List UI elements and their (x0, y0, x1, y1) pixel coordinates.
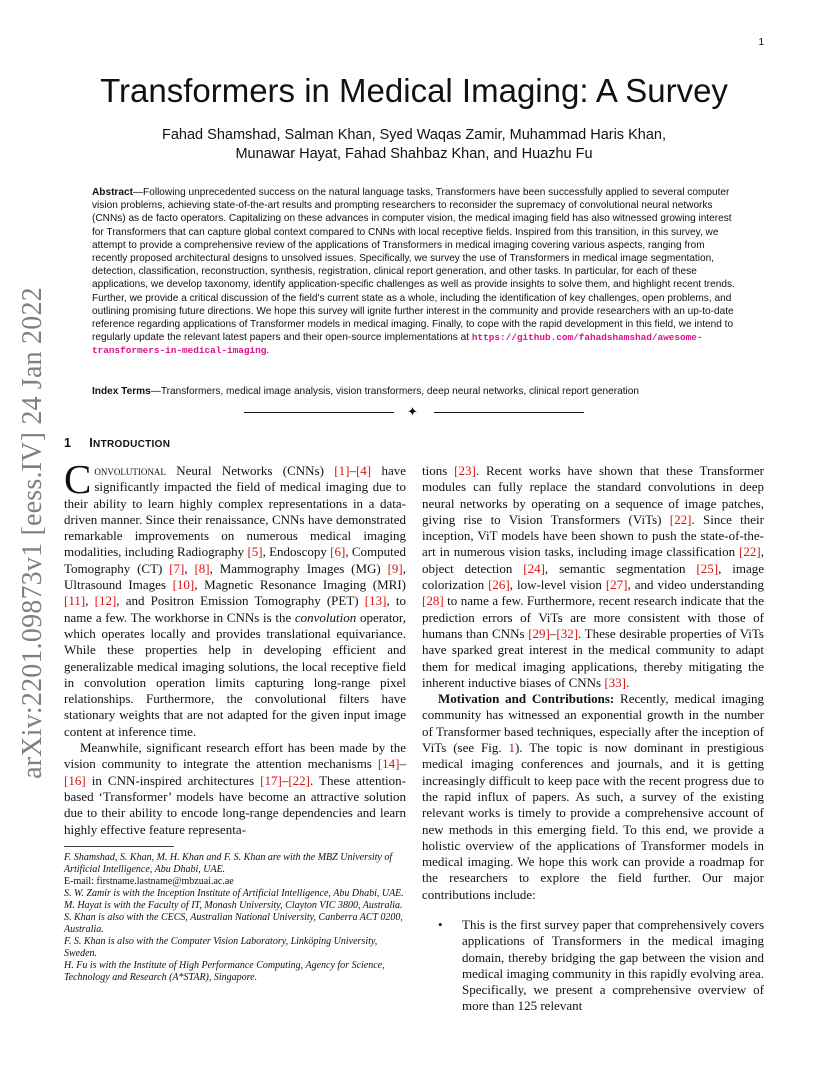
intro-paragraph-1 (64, 456, 407, 740)
citation-link[interactable]: [8] (194, 560, 210, 576)
author-list (100, 126, 728, 164)
paragraph-heading: Motivation and Contributions: (438, 691, 615, 707)
section-heading-introduction (64, 436, 170, 450)
abstract-label: Abstract (92, 187, 133, 198)
text-run: Recently, medical imaging community has witnessed an exponential growth in the number of Transformer based techniques, especially after the inception of ViTs (see Fig. (422, 691, 764, 756)
citation-link[interactable]: [32] (556, 625, 579, 641)
arxiv-identifier (8, 287, 58, 779)
text-run: to name a few. Furthermore, recent research indicate that the prediction errors of ViTs are more consistent with those of humans than CNNs (422, 593, 764, 641)
abstract (92, 186, 738, 358)
citation-link[interactable]: [22] (288, 772, 310, 788)
text-run: , image colorization (422, 560, 764, 593)
text-run: , (184, 560, 195, 576)
text-run: , semantic segmentation (544, 560, 697, 576)
index-terms-text: —Transformers, medical image analysis, vision transformers, deep neural networks, clinical report generation (150, 386, 639, 397)
abstract-text: —Following unprecedented success on the natural language tasks, Transformers have been successfully applied to several computer vision problems, achieving state-of-the-art results and prompting researchers to reconsider the supremacy of convolutional neural networks (CNNs) as de facto operators. Capitalizing on these advances in computer vision, the medical imaging field has also witnessed growing interest for Transformers that can capture global context compared to CNNs with local receptive fields. Inspired from this transition, in this survey, we attempt to provide a comprehensive review of the applications of Transformers in medical imaging covering various aspects, ranging from recently proposed architectural designs to unsolved issues. Specifically, we survey the use of Transformers in medical image segmentation, detection, classification, reconstruction, synthesis, registration, clinical report generation, and other tasks. In particular, for each of these applications, we develop taxonomy, identify application-specific challenges as well as provide insights to solve them, and highlight recent trends. Further, we provide a critical discussion of the field's current state as a whole, including the identification of key challenges, open problems, and outlining promising future directions. We hope this survey will ignite further interest in the community and provide researchers with an up-to-date reference regarding applications of Transformer models in medical imaging. Finally, to cope with the rapid development in this field, we intend to regularly update the relevant latest papers and their open-source implementations at (92, 187, 735, 344)
lead-word: onvolutional (94, 463, 166, 478)
footnote-affiliation: S. Khan is also with the CECS, Australian National University, Canberra ACT 0200, Australia. (64, 912, 403, 935)
paper-title: Transformers in Medical Imaging: A Survey (100, 72, 728, 109)
citation-link[interactable]: [17] (260, 772, 282, 788)
text-run: – (281, 772, 289, 788)
text-run: . These desirable properties of ViTs have sparked great interest in the medical community to adapt them for medical imaging applications, thereby mitigating the inherent inductive biases of CNNs (422, 625, 764, 690)
citation-link[interactable]: [22] (669, 511, 692, 527)
citation-link[interactable]: [12] (94, 593, 117, 609)
citation-link[interactable]: [6] (330, 544, 346, 560)
citation-link[interactable]: [11] (64, 593, 86, 609)
footnote-affiliation: H. Fu is with the Institute of High Performance Computing, Agency for Science, Technology and Research (A*STAR), Singapore. (64, 960, 385, 983)
citation-link[interactable]: [5] (247, 544, 263, 560)
citation-link[interactable]: [23] (454, 463, 476, 478)
separator-line-left (244, 412, 394, 413)
text-run: , low-level vision (509, 577, 606, 593)
text-run: , and video understanding (627, 577, 764, 593)
citation-link[interactable]: [33] (604, 674, 626, 690)
arxiv-identifier-text: arXiv:2201.09873v1 [eess.IV] 24 Jan 2022 (17, 287, 49, 779)
citation-link[interactable]: [26] (488, 577, 510, 593)
footnote-rule (64, 846, 174, 847)
text-run: . These attention-based ‘Transformer’ models have become an attractive solution due to their ability to encode long-range dependencies and learn highly effective feature representa- (64, 772, 406, 837)
diamond-icon: ✦ (407, 404, 418, 419)
page-number: 1 (758, 37, 764, 48)
section-separator (244, 405, 584, 421)
text-run: . Recent works have shown that these Transformer modules can fully replace the standard convolutions in deep neural networks by operating on a sequence of image patches, giving rise to Vision Transformers (ViTs) (422, 463, 764, 527)
text-run: , Ultrasound Images (64, 560, 406, 593)
citation-link[interactable]: [14] (377, 756, 400, 772)
text-run: , Mammography Images (MG) (209, 560, 388, 576)
citation-link[interactable]: [10] (172, 577, 195, 593)
footnote-affiliation: S. W. Zamir is with the Inception Institute of Artificial Intelligence, Abu Dhabi, UAE. (64, 888, 404, 899)
left-column (64, 456, 407, 838)
text-run: , Computed Tomography (CT) (64, 544, 406, 576)
intro-paragraph-2 (64, 740, 406, 838)
citation-link[interactable]: [22] (739, 544, 761, 560)
footnote-affiliation: M. Hayat is with the Faculty of IT, Monash University, Clayton VIC 3800, Australia. (64, 900, 403, 911)
index-terms-label: Index Terms (92, 386, 151, 397)
text-run: – (399, 756, 406, 772)
figure-link[interactable]: 1 (508, 740, 515, 756)
text-run: , Magnetic Resonance Imaging (MRI) (194, 577, 407, 593)
text-run: , object detection (422, 544, 764, 576)
text-run: . (626, 674, 630, 690)
citation-link[interactable]: [13] (364, 593, 387, 609)
intro-paragraph-2-continued (422, 463, 764, 691)
citation-link[interactable]: [28] (422, 593, 444, 609)
text-run: ). The topic is now dominant in prestigious medical imaging conferences and journals, and it is getting increasingly difficult to keep pace with the recent progress due to the rapid influx of papers. As such, a survey of the existing relevant works is timely to provide a comprehensive account of new methods in this emerging field. To this end, we provide a holistic overview of the applications of Transformer models in medical imaging. We hope this work can provide a roadmap for the researchers to explore the field further. Our major contributions include: (422, 740, 764, 902)
citation-link[interactable]: [7] (169, 560, 185, 576)
author-line-1: Fahad Shamshad, Salman Khan, Syed Waqas Zamir, Muhammad Haris Khan, (162, 127, 666, 143)
section-title-initial: I (89, 436, 94, 450)
citation-link[interactable]: [27] (605, 577, 628, 593)
citation-link[interactable]: [1] (334, 463, 350, 478)
text-run: . Since their inception, ViT models have been shown to push the state-of-the-art in numerous vision tasks, including image classification (422, 511, 764, 560)
citation-link[interactable]: [16] (64, 772, 86, 788)
footnote-affiliation: F. Shamshad, S. Khan, M. H. Khan and F. S. Khan are with the MBZ University of Artificial Intelligence, Abu Dhabi, UAE. (64, 852, 393, 875)
text-run: Meanwhile, significant research effort has been made by the vision community to integrate the attention mechanisms (64, 740, 406, 772)
footnotes (64, 852, 408, 984)
citation-link[interactable]: [9] (387, 560, 403, 576)
drop-cap: C (64, 456, 92, 502)
section-number: 1 (64, 436, 72, 450)
section-title-rest: NTRODUCTION (93, 439, 171, 450)
text-run: , to name a few. The workhorse in CNNs is the (64, 593, 406, 625)
emphasis-text: convolution (294, 609, 357, 625)
footnote-email: E-mail: firstname.lastname@mbzuai.ac.ae (64, 876, 234, 887)
citation-link[interactable]: [29] (528, 625, 550, 641)
index-terms (92, 385, 738, 398)
text-run: , (85, 593, 95, 609)
text-run: operator, which operates locally and provides translational equivariance. While these properties help in developing efficient and generalizable medical imaging solutions, the local receptive field in convolution operation limits capturing long-range pixel relationships. Furthermore, the convolutional filters have stationary weights that are not adapted for the given input image content at inference time. (64, 609, 406, 739)
text-run: Neural Networks (CNNs) (165, 463, 335, 478)
text-run: , Endoscopy (262, 544, 331, 560)
text-run: – (549, 625, 557, 641)
citation-link[interactable]: [25] (696, 560, 719, 576)
right-column (422, 463, 764, 903)
separator-line-right (434, 412, 584, 413)
footnote-affiliation: F. S. Khan is also with the Computer Vision Laboratory, Linköping University, Sweden. (64, 936, 378, 959)
citation-link[interactable]: [24] (523, 560, 545, 576)
citation-link[interactable]: [4] (355, 463, 372, 478)
abstract-end: . (266, 345, 270, 357)
contribution-text: This is the first survey paper that comprehensively covers applications of Transformers in the medical imaging domain, thereby bridging the gap between the vision and medical imaging community in this rapidly evolving area. Specifically, we present a comprehensive overview of more than 125 relevant (462, 917, 764, 1014)
text-run: in CNN-inspired architectures (85, 772, 261, 788)
text-run: , and Positron Emission Tomography (PET) (116, 593, 365, 609)
author-line-2: Munawar Hayat, Fahad Shahbaz Khan, and Huazhu Fu (235, 146, 593, 162)
text-run: – (349, 463, 356, 478)
contribution-list-item (422, 917, 764, 1015)
text-run: tions (422, 463, 455, 478)
bullet-icon: • (438, 917, 443, 932)
repository-link[interactable]: https://github.com/fahadshamshad/awesome-transformers-in-medical-imaging (92, 332, 703, 357)
motivation-paragraph (422, 691, 764, 903)
text-run: have significantly impacted the field of medical imaging due to their ability to learn highly complex representations in a data-driven manner. Since their renaissance, CNNs have demonstrated remarkable improvements on numerous medical imaging modalities, including Radiography (64, 463, 406, 560)
